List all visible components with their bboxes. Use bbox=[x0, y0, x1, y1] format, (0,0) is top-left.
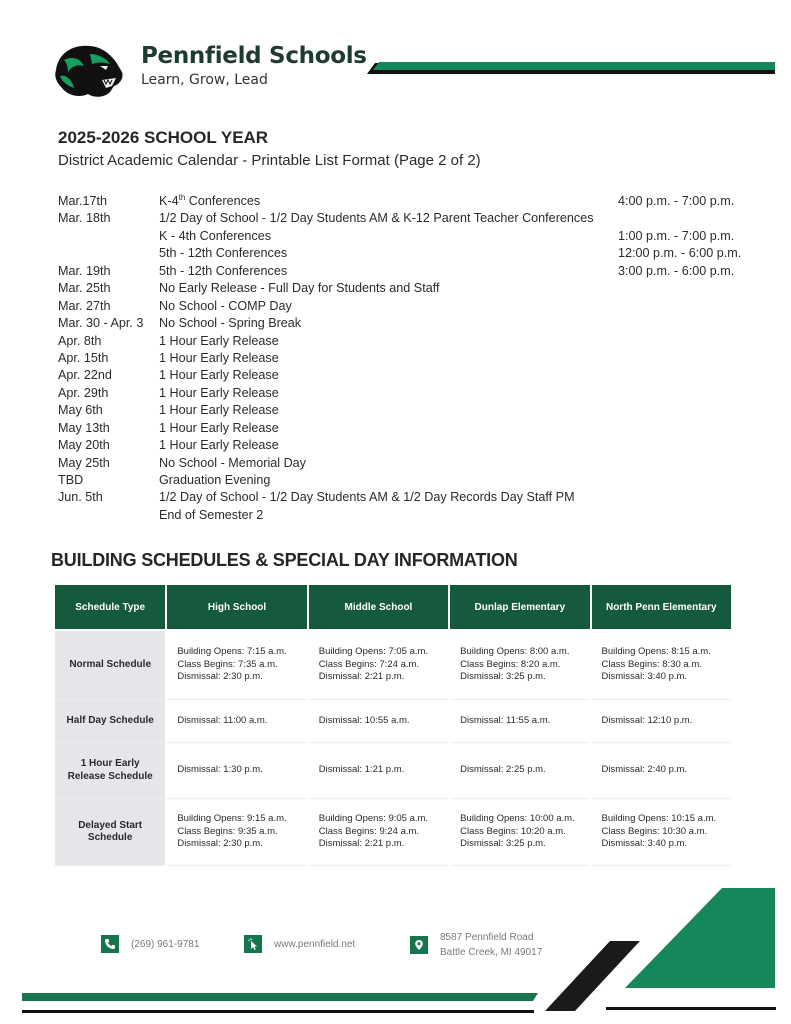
type-line: Schedule bbox=[87, 832, 133, 843]
cell-line: Dismissal: 2:21 p.m. bbox=[318, 838, 405, 850]
cell-line: Class Begins: 7:35 a.m. bbox=[177, 658, 278, 670]
address-line: 8587 Pennfield Road bbox=[440, 932, 534, 943]
calendar-item bbox=[58, 350, 758, 367]
cell-line: Class Begins: 10:20 a.m. bbox=[460, 825, 566, 837]
calendar-item bbox=[58, 193, 758, 210]
calendar-event: 1 Hour Early Release bbox=[159, 438, 279, 453]
footer-black-line bbox=[22, 1010, 534, 1013]
cell-line: Class Begins: 9:35 a.m. bbox=[177, 825, 278, 837]
schedule-cell bbox=[309, 799, 448, 866]
cell-line: Dismissal: 3:40 p.m. bbox=[601, 671, 688, 683]
calendar-time: 1:00 p.m. - 7:00 p.m. bbox=[618, 228, 735, 243]
calendar-date: Jun. 5th bbox=[58, 490, 103, 505]
header-accent-bar bbox=[363, 61, 775, 74]
calendar-item bbox=[58, 489, 758, 506]
calendar-item bbox=[58, 333, 758, 350]
calendar-event: 1 Hour Early Release bbox=[159, 385, 279, 400]
calendar-date: May 13th bbox=[58, 420, 110, 435]
calendar-event: 1 Hour Early Release bbox=[159, 333, 279, 348]
schedules-section-title: BUILDING SCHEDULES & SPECIAL DAY INFORMATION bbox=[51, 550, 518, 570]
calendar-event: 1 Hour Early Release bbox=[159, 420, 279, 435]
calendar-event: 5th - 12th Conferences bbox=[159, 263, 288, 278]
schedule-row bbox=[55, 799, 731, 866]
schedule-type: Normal Schedule bbox=[55, 629, 165, 700]
footer-green-triangle bbox=[625, 888, 775, 988]
footer-decoration bbox=[0, 880, 791, 1024]
calendar-time: 3:00 p.m. - 6:00 p.m. bbox=[618, 263, 735, 278]
phone-number: (269) 961-9781 bbox=[131, 938, 200, 950]
schedule-cell: Dismissal: 1:21 p.m. bbox=[309, 743, 448, 799]
calendar-date: May 6th bbox=[58, 403, 103, 418]
brand-tagline: Learn, Grow, Lead bbox=[141, 72, 268, 88]
schedule-cell bbox=[167, 799, 306, 866]
schedule-cell: Dismissal: 10:55 a.m. bbox=[309, 700, 448, 743]
address-line: Battle Creek, MI 49017 bbox=[440, 947, 543, 958]
calendar-item bbox=[58, 385, 758, 402]
calendar-event: End of Semester 2 bbox=[159, 507, 264, 522]
calendar-item bbox=[58, 298, 758, 315]
cell-line: Building Opens: 8:15 a.m. bbox=[601, 646, 711, 658]
cell-line: Dismissal: 3:25 p.m. bbox=[460, 671, 546, 683]
schedule-row bbox=[55, 629, 731, 700]
calendar-date: Mar. 19th bbox=[58, 263, 111, 278]
cell-line: Building Opens: 7:15 a.m. bbox=[177, 646, 287, 658]
schedule-type bbox=[55, 743, 165, 799]
calendar-time: 12:00 p.m. - 6:00 p.m. bbox=[618, 246, 742, 261]
calendar-date: TBD bbox=[58, 473, 84, 487]
column-header: North Penn Elementary bbox=[592, 585, 731, 629]
calendar-item bbox=[58, 455, 758, 472]
calendar-event bbox=[159, 193, 260, 210]
cell-line: Building Opens: 10:00 a.m. bbox=[460, 813, 575, 825]
calendar-date: Apr. 22nd bbox=[58, 368, 112, 383]
calendar-event: Graduation Evening bbox=[159, 473, 271, 487]
calendar-item bbox=[58, 245, 758, 262]
calendar-date: Mar. 18th bbox=[58, 211, 111, 226]
schedule-row bbox=[55, 700, 731, 743]
schedule-cell: Dismissal: 2:40 p.m. bbox=[592, 743, 731, 799]
schedule-cell: Dismissal: 11:55 a.m. bbox=[450, 700, 589, 743]
cell-line: Building Opens: 9:05 a.m. bbox=[318, 813, 429, 825]
calendar-item bbox=[58, 472, 758, 489]
cell-line: Building Opens: 10:15 a.m. bbox=[601, 813, 717, 825]
cell-line: Building Opens: 9:15 a.m. bbox=[177, 813, 287, 825]
cell-line: Building Opens: 8:00 a.m. bbox=[460, 646, 570, 658]
cell-line: Dismissal: 3:25 p.m. bbox=[460, 838, 546, 850]
type-line: 1 Hour Early bbox=[80, 758, 140, 769]
cell-line: Class Begins: 10:30 a.m. bbox=[601, 825, 708, 837]
calendar-item bbox=[58, 228, 758, 245]
calendar-item bbox=[58, 367, 758, 384]
column-header: Dunlap Elementary bbox=[450, 585, 589, 629]
calendar-event: 1 Hour Early Release bbox=[159, 368, 279, 383]
schedule-type: Half Day Schedule bbox=[55, 700, 165, 743]
calendar-event: No Early Release - Full Day for Students and Staff bbox=[159, 281, 440, 296]
calendar-date: Mar.17th bbox=[58, 194, 108, 208]
calendar-event: No School - Memorial Day bbox=[159, 455, 306, 470]
cell-line: Dismissal: 2:30 p.m. bbox=[177, 671, 263, 683]
schedule-type bbox=[55, 799, 165, 866]
calendar-item bbox=[58, 507, 758, 524]
calendar-event: K - 4th Conferences bbox=[159, 228, 272, 243]
footer-black-line-right bbox=[606, 1007, 776, 1010]
calendar-event: 1/2 Day of School - 1/2 Day Students AM & 1/2 Day Records Day Staff PM bbox=[159, 490, 575, 505]
calendar-date: May 25th bbox=[58, 455, 110, 470]
calendar-item bbox=[58, 402, 758, 419]
footer-green-bar bbox=[22, 993, 538, 1001]
calendar-date: Mar. 27th bbox=[58, 298, 111, 313]
brand-name: Pennfield Schools bbox=[141, 43, 367, 69]
calendar-event: 1/2 Day of School - 1/2 Day Students AM & K-12 Parent Teacher Conferences bbox=[159, 211, 594, 226]
calendar-item bbox=[58, 263, 758, 280]
column-header: Middle School bbox=[309, 585, 448, 629]
calendar-date: Apr. 15th bbox=[58, 350, 109, 365]
schedule-cell bbox=[592, 629, 731, 700]
schedule-table bbox=[53, 585, 733, 866]
calendar-date: Apr. 29th bbox=[58, 385, 109, 400]
schedule-cell bbox=[167, 629, 306, 700]
schedule-header-row bbox=[55, 585, 731, 629]
cell-line: Building Opens: 7:05 a.m. bbox=[318, 646, 429, 658]
calendar-date: May 20th bbox=[58, 438, 110, 453]
calendar-list bbox=[58, 193, 758, 524]
calendar-event: No School - Spring Break bbox=[159, 316, 302, 331]
panther-mascot-icon bbox=[50, 40, 126, 100]
schedule-cell bbox=[450, 629, 589, 700]
calendar-item bbox=[58, 210, 758, 227]
calendar-date: Mar. 30 - Apr. 3 bbox=[58, 316, 144, 331]
calendar-subtitle: District Academic Calendar - Printable List Format (Page 2 of 2) bbox=[58, 152, 481, 169]
calendar-event: No School - COMP Day bbox=[159, 298, 292, 313]
calendar-event: 5th - 12th Conferences bbox=[159, 246, 288, 261]
column-header: High School bbox=[167, 585, 306, 629]
cell-line: Dismissal: 3:40 p.m. bbox=[601, 838, 688, 850]
school-year-title: 2025-2026 SCHOOL YEAR bbox=[58, 128, 269, 147]
event-text: Conferences bbox=[185, 194, 261, 208]
type-line: Release Schedule bbox=[67, 770, 153, 782]
schedule-cell bbox=[309, 629, 448, 700]
column-header: Schedule Type bbox=[55, 585, 165, 629]
schedule-row bbox=[55, 743, 731, 799]
cell-line: Class Begins: 7:24 a.m. bbox=[318, 658, 420, 670]
calendar-date: Apr. 8th bbox=[58, 333, 102, 348]
calendar-event: 1 Hour Early Release bbox=[159, 403, 279, 418]
cell-line: Dismissal: 2:21 p.m. bbox=[318, 671, 405, 683]
schedule-cell bbox=[450, 799, 589, 866]
footer-black-slash bbox=[545, 941, 640, 1011]
schedule-cell bbox=[592, 799, 731, 866]
schedule-cell: Dismissal: 2:25 p.m. bbox=[450, 743, 589, 799]
cell-line: Class Begins: 9:24 a.m. bbox=[318, 825, 420, 837]
calendar-item bbox=[58, 420, 758, 437]
event-superscript: th bbox=[178, 193, 186, 202]
cell-line: Class Begins: 8:30 a.m. bbox=[601, 658, 702, 670]
calendar-item bbox=[58, 280, 758, 297]
calendar-time: 4:00 p.m. - 7:00 p.m. bbox=[618, 194, 735, 208]
calendar-date: Mar. 25th bbox=[58, 281, 111, 296]
schedule-cell: Dismissal: 12:10 p.m. bbox=[592, 700, 731, 743]
cell-line: Class Begins: 8:20 a.m. bbox=[460, 658, 561, 670]
calendar-item bbox=[58, 315, 758, 332]
type-line: Delayed Start bbox=[78, 819, 143, 831]
cell-line: Dismissal: 2:30 p.m. bbox=[177, 838, 263, 850]
event-text: K-4 bbox=[159, 194, 179, 208]
schedule-cell: Dismissal: 1:30 p.m. bbox=[167, 743, 306, 799]
schedule-cell: Dismissal: 11:00 a.m. bbox=[167, 700, 306, 743]
calendar-item bbox=[58, 437, 758, 454]
calendar-event: 1 Hour Early Release bbox=[159, 350, 279, 365]
website-link[interactable]: www.pennfield.net bbox=[274, 938, 356, 950]
